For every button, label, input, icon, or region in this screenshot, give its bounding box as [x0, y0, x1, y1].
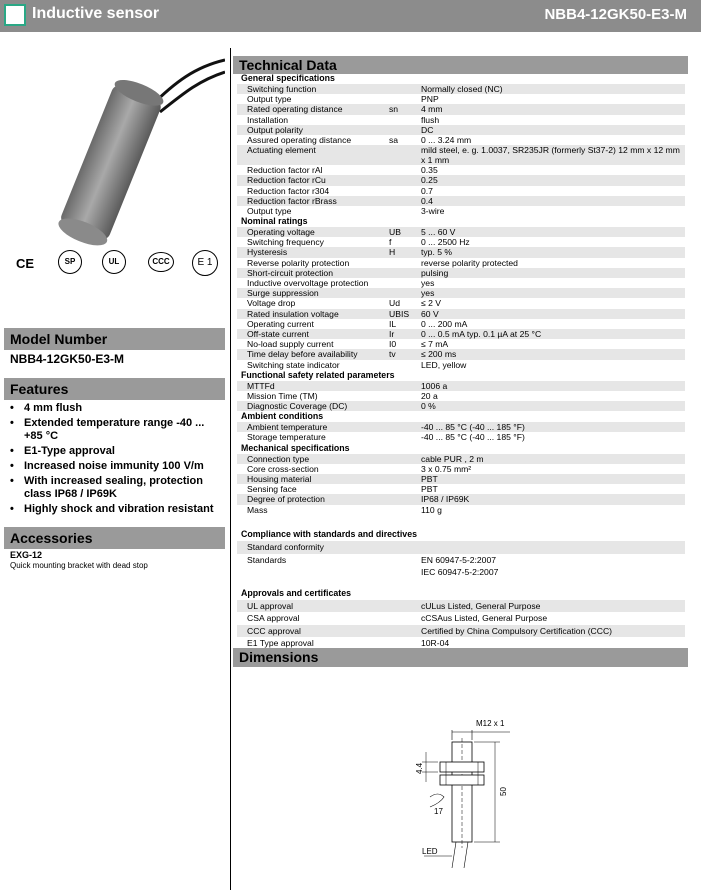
- spec-group-title: Nominal ratings: [241, 216, 308, 227]
- spec-value: 60 V: [421, 308, 439, 319]
- spec-symbol: [389, 600, 421, 613]
- table-row: [237, 288, 685, 298]
- header-model: NBB4-12GK50-E3-M: [544, 6, 687, 23]
- table-row: [237, 494, 685, 504]
- spec-value: [421, 541, 685, 554]
- spec-symbol: [389, 196, 421, 206]
- spec-symbol: [389, 165, 421, 175]
- spec-value: ≤ 7 mA: [421, 339, 449, 350]
- spec-value: cable PUR , 2 m: [421, 453, 484, 464]
- nut-height-label: 4.4: [415, 762, 424, 774]
- spec-label: Standard conformity: [247, 542, 324, 552]
- e1-mark-icon: E 1: [192, 250, 218, 276]
- spec-label: Connection type: [247, 453, 310, 464]
- list-item: • Increased noise immunity 100 V/m: [10, 460, 220, 473]
- table-row: [237, 474, 685, 484]
- spec-value: 20 a: [421, 390, 438, 401]
- accessories-heading: Accessories: [4, 527, 225, 549]
- table-row: [237, 186, 685, 196]
- led-label: LED: [422, 847, 438, 856]
- table-row: [237, 196, 685, 206]
- spec-value-line: Certified by China Compulsory Certification (CCC): [421, 625, 613, 636]
- spec-value: reverse polarity protected: [421, 257, 518, 268]
- dimension-drawing: [400, 712, 530, 872]
- spec-value: PBT: [421, 474, 438, 484]
- spec-symbol: [389, 175, 421, 185]
- table-row: [237, 227, 685, 237]
- table-row: [237, 237, 685, 247]
- table-row: [237, 422, 685, 432]
- spec-value: 0.25: [421, 175, 438, 186]
- table-row: [237, 175, 685, 185]
- spec-symbol: tv: [389, 349, 396, 360]
- spec-symbol: f: [389, 237, 392, 248]
- spec-value: -40 ... 85 °C (-40 ... 185 °F): [421, 422, 525, 433]
- spec-value: 5 ... 60 V: [421, 227, 456, 238]
- spec-value-line: EN 60947-5-2:2007: [421, 554, 497, 565]
- table-row: [237, 94, 685, 104]
- ce-mark-icon: C​E: [16, 256, 35, 271]
- spec-symbol: IL: [389, 318, 397, 329]
- spec-value-line: cCSAus Listed, General Purpose: [421, 613, 548, 623]
- spec-value: PNP: [421, 94, 439, 105]
- spec-value: [421, 554, 685, 580]
- table-row: [237, 309, 685, 319]
- spec-label: Mission Time (TM): [247, 390, 318, 401]
- spec-value: ≤ 2 V: [421, 298, 442, 309]
- list-item: • With increased sealing, protection class IP68 / IP69K: [10, 475, 220, 501]
- table-row: [237, 349, 685, 359]
- table-row: [237, 104, 685, 114]
- spec-value: 0 %: [421, 401, 436, 412]
- spec-label: Surge suppression: [247, 288, 319, 299]
- spec-label: Installation: [247, 114, 289, 125]
- spec-label: Reduction factor rAl: [247, 165, 323, 176]
- spec-symbol: [389, 612, 421, 625]
- spec-value: 1006 a: [421, 380, 448, 391]
- list-item: • E1-Type approval: [10, 445, 220, 458]
- model-number-heading: Model Number: [4, 328, 225, 350]
- page-title: Inductive sensor: [32, 5, 160, 22]
- table-row: [237, 298, 685, 308]
- spec-label: Output type: [247, 205, 292, 216]
- spec-value: pulsing: [421, 267, 449, 278]
- spec-value: 0 ... 2500 Hz: [421, 237, 470, 248]
- model-number-value: NBB4-12GK50-E3-M: [10, 352, 125, 366]
- spec-label: Actuating element: [247, 145, 316, 156]
- spec-symbol: UB: [389, 227, 401, 238]
- list-item: • Extended temperature range -40 ... +85 °C: [10, 417, 220, 443]
- spec-label: Sensing face: [247, 484, 297, 495]
- table-row: [237, 115, 685, 125]
- table-row: [237, 84, 685, 94]
- spec-symbol: [389, 464, 421, 474]
- column-divider: [230, 48, 231, 890]
- spec-label: Diagnostic Coverage (DC): [247, 401, 348, 412]
- spec-symbol: [389, 268, 421, 278]
- spec-symbol: [389, 94, 421, 104]
- table-row: [237, 454, 685, 464]
- spec-label: Rated operating distance: [247, 104, 343, 115]
- spec-symbol: [389, 288, 421, 298]
- spec-symbol: I0: [389, 339, 397, 350]
- ul-mark-icon: UL: [102, 250, 126, 274]
- list-item: • 4 mm flush: [10, 402, 220, 415]
- product-image: [0, 42, 225, 262]
- spec-label: E1 Type approval: [247, 638, 314, 648]
- table-row: [237, 206, 685, 216]
- spec-label: Short-circuit protection: [247, 267, 333, 278]
- spec-group-title: General specifications: [241, 73, 335, 83]
- spec-label: Voltage drop: [247, 298, 296, 309]
- spec-label: Inductive overvoltage protection: [247, 278, 369, 288]
- table-row: [237, 625, 685, 638]
- spec-label: Rated insulation voltage: [247, 308, 339, 319]
- spec-value-line: cULus Listed, General Purpose: [421, 600, 541, 611]
- spec-symbol: [389, 432, 421, 442]
- spec-label: Time delay before availability: [247, 349, 358, 360]
- spec-symbol: [389, 84, 421, 94]
- spec-label: Switching frequency: [247, 237, 324, 248]
- spec-label: Reduction factor rCu: [247, 175, 326, 186]
- spec-label: Storage temperature: [247, 432, 326, 443]
- spec-value: flush: [421, 114, 440, 125]
- table-row: [237, 484, 685, 494]
- spec-label: Degree of protection: [247, 494, 325, 505]
- spec-label: No-load supply current: [247, 339, 334, 350]
- spec-symbol: [389, 505, 421, 515]
- spec-value: 0.35: [421, 165, 438, 176]
- spec-value-line: IEC 60947-5-2:2007: [421, 567, 499, 577]
- table-row: [237, 612, 685, 625]
- spec-value-line: 10R-04: [421, 638, 450, 648]
- table-row: [237, 329, 685, 339]
- spec-group-title: Compliance with standards and directives: [241, 529, 417, 539]
- spec-label: Operating current: [247, 318, 314, 329]
- table-row: [237, 541, 685, 554]
- technical-data-heading: Technical Data: [233, 56, 688, 74]
- table-row: [237, 278, 685, 288]
- spec-symbol: [389, 125, 421, 135]
- spec-value: [421, 612, 685, 625]
- spec-symbol: [389, 541, 421, 554]
- spec-label: Core cross-section: [247, 463, 319, 474]
- spec-symbol: sn: [389, 104, 399, 115]
- table-row: [237, 165, 685, 175]
- features-heading: Features: [4, 378, 225, 400]
- spec-value: mild steel, e. g. 1.0037, SR235JR (formerly St37-2) 12 mm x 12 mm x 1 mm: [421, 145, 680, 166]
- spec-label: Reverse polarity protection: [247, 257, 350, 268]
- accessory-description: Quick mounting bracket with dead stop: [10, 561, 148, 570]
- thread-label: M12 x 1: [476, 719, 505, 728]
- spec-symbol: [389, 484, 421, 494]
- spec-symbol: [389, 278, 421, 288]
- spec-label: Off-state current: [247, 328, 309, 339]
- table-row: [237, 432, 685, 442]
- spec-value: 0 ... 0.5 mA typ. 0.1 µA at 25 °C: [421, 328, 542, 339]
- spec-value: [421, 600, 685, 613]
- spec-label: Output type: [247, 94, 292, 105]
- spec-symbol: UBIS: [389, 308, 410, 319]
- spec-symbol: [389, 360, 421, 370]
- spec-value: IP68 / IP69K: [421, 494, 470, 505]
- spec-group-title: Functional safety related parameters: [241, 369, 395, 380]
- spec-value: 0 ... 3.24 mm: [421, 134, 472, 145]
- spec-symbol: [389, 258, 421, 268]
- spec-label: Standards: [247, 554, 287, 565]
- spec-label: CCC approval: [247, 625, 301, 636]
- spec-value: 3 x 0.75 mm²: [421, 463, 472, 474]
- spec-value: -40 ... 85 °C (-40 ... 185 °F): [421, 432, 525, 443]
- table-row: [237, 268, 685, 278]
- spec-label: Housing material: [247, 474, 312, 484]
- table-row: [237, 401, 685, 411]
- table-row: [237, 381, 685, 391]
- spec-label: Switching function: [247, 84, 317, 94]
- csa-mark-icon: SP: [58, 250, 82, 274]
- spec-symbol: [389, 115, 421, 125]
- spec-symbol: [389, 381, 421, 391]
- spec-symbol: [389, 454, 421, 464]
- table-row: [237, 554, 685, 580]
- table-row: [237, 505, 685, 515]
- spec-group-title: Approvals and certificates: [241, 587, 351, 598]
- compliance-table: [237, 527, 685, 650]
- cert-row: [14, 250, 224, 280]
- dimensions-heading: Dimensions: [233, 648, 688, 667]
- spec-group-title: Ambient conditions: [241, 411, 324, 422]
- spec-label: CSA approval: [247, 613, 300, 623]
- table-row: [237, 339, 685, 349]
- spec-value: 0.4: [421, 195, 433, 206]
- spec-label: Operating voltage: [247, 227, 315, 238]
- spec-label: Mass: [247, 504, 268, 515]
- spec-value: 3-wire: [421, 205, 445, 216]
- spec-label: UL approval: [247, 600, 294, 611]
- spec-value: ≤ 200 ms: [421, 349, 457, 360]
- spec-value: 110 g: [421, 504, 442, 515]
- spec-symbol: [389, 422, 421, 432]
- table-row: [237, 125, 685, 135]
- table-row: [237, 135, 685, 145]
- spec-symbol: [389, 554, 421, 580]
- spec-symbol: Ir: [389, 328, 395, 339]
- table-row: [237, 247, 685, 257]
- spec-symbol: H: [389, 247, 396, 258]
- table-row: [237, 319, 685, 329]
- spec-value: Normally closed (NC): [421, 84, 503, 94]
- spec-symbol: [389, 494, 421, 504]
- wrench-size-label: 17: [434, 807, 443, 816]
- spec-value: [421, 625, 685, 638]
- table-row: [237, 464, 685, 474]
- table-row: [237, 258, 685, 268]
- spec-label: Assured operating distance: [247, 134, 352, 145]
- spec-label: Reduction factor r304: [247, 185, 330, 196]
- spec-value: yes: [421, 278, 435, 288]
- features-list: [10, 402, 220, 518]
- spec-symbol: [389, 391, 421, 401]
- spec-value: DC: [421, 124, 434, 135]
- spec-symbol: sa: [389, 134, 399, 145]
- spec-value: LED, yellow: [421, 359, 467, 370]
- accessory-name: EXG-12: [10, 550, 43, 560]
- logo-box: [4, 4, 26, 26]
- spec-value: 0 ... 200 mA: [421, 318, 468, 329]
- spec-table: [237, 73, 685, 515]
- spec-value: yes: [421, 288, 435, 299]
- table-row: [237, 600, 685, 613]
- spec-label: Ambient temperature: [247, 422, 328, 433]
- header-bar: [0, 0, 701, 32]
- spec-symbol: Ud: [389, 298, 400, 309]
- spec-value: typ. 5 %: [421, 247, 453, 258]
- spec-symbol: [389, 186, 421, 196]
- spec-value: 0.7: [421, 185, 433, 196]
- spec-value: 4 mm: [421, 104, 443, 115]
- spec-label: Reduction factor rBrass: [247, 195, 337, 206]
- spec-value: PBT: [421, 484, 438, 495]
- spec-group-title: Mechanical specifications: [241, 442, 350, 453]
- spec-symbol: [389, 206, 421, 216]
- table-row: [237, 145, 685, 165]
- spec-symbol: [389, 625, 421, 638]
- list-item: • Highly shock and vibration resistant: [10, 503, 220, 516]
- table-row: [237, 391, 685, 401]
- spec-symbol: [389, 474, 421, 484]
- length-label: 50: [499, 787, 508, 796]
- spec-symbol: [389, 145, 421, 165]
- spec-label: Hysteresis: [247, 247, 288, 258]
- spec-label: MTTFd: [247, 380, 275, 391]
- spec-symbol: [389, 401, 421, 411]
- spec-label: Switching state indicator: [247, 359, 340, 370]
- table-row: [237, 360, 685, 370]
- spec-label: Output polarity: [247, 124, 303, 135]
- ccc-mark-icon: CCC: [148, 252, 174, 272]
